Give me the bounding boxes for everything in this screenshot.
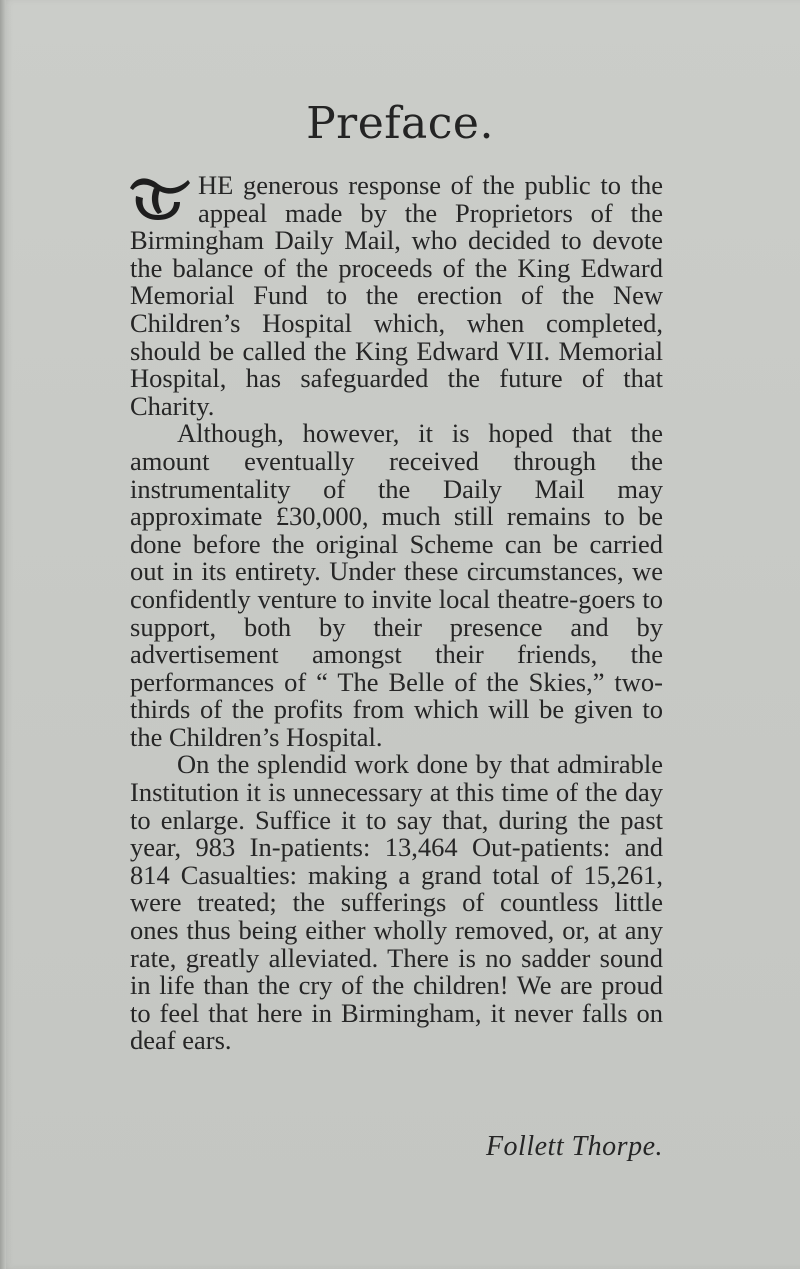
dropcap-t-icon <box>128 174 196 224</box>
page-binding-edge <box>0 0 6 1269</box>
paragraph-3: On the splendid work done by that admirable Institution it is unnecessary at this time of the day to enlarge. Suffice it to say that, during the past year, 983 In-patients: 13,464 Out-patients: and 814 Casualties: making a grand total of 15,261, were treated; the sufferings of countless little ones thus being either wholly removed, or, at any rate, greatly alleviated. There is no sadder sound in life than the cry of the children! We are proud to feel that here in Birmingham, it never falls on deaf ears. <box>130 749 663 1056</box>
paragraph-1 <box>130 172 663 420</box>
signature: Follett Thorpe. <box>485 1131 663 1162</box>
preface-body <box>130 172 663 1055</box>
paragraph-2: Although, however, it is hoped that the amount eventually received through the instrumentality of the Daily Mail may approximate £30,000, much still remains to be done before the original Scheme can be carried out in its entirety. Under these circumstances, we confidently venture to invite local theatre-goers to support, both by their presence and by advertisement amongst their friends, the performances of “ The Belle of the Skies,” two-thirds of the profits from which will be given to the Children’s Hospital. <box>130 418 663 752</box>
paragraph-1-text: HE generous response of the public to the appeal made by the Proprietors of the Birmingham Daily Mail, who decided to devote the balance of the proceeds of the King Edward Memorial Fund to the erection of the New Children’s Hospital which, when completed, should be called the King Edward VII. Memorial Hospital, has safeguarded the future of that Charity. <box>130 170 663 421</box>
page-title: Preface. <box>306 98 494 149</box>
